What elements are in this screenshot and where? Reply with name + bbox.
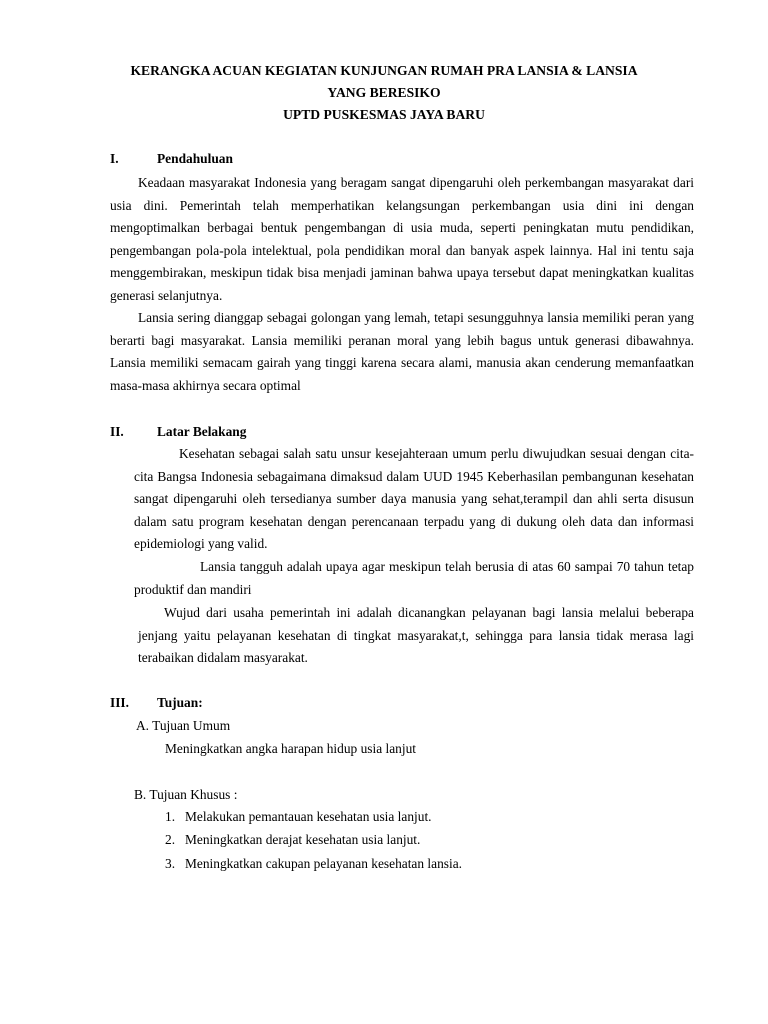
list-item-text: Meningkatkan derajat kesehatan usia lanjut.	[185, 832, 421, 848]
list-item-text: Melakukan pemantauan kesehatan usia lanjut.	[185, 809, 432, 824]
section-2-title: Latar Belakang	[157, 424, 247, 439]
section-2-paragraph-2: Lansia tangguh adalah upaya agar meskipun telah berusia di atas 60 sampai 70 tahun tetap produktif dan mandiri	[134, 559, 694, 597]
list-item-number: 3.	[165, 855, 176, 871]
section-1-title: Pendahuluan	[157, 151, 233, 166]
section-3-number: III.	[110, 695, 129, 710]
tujuan-umum-text: Meningkatkan angka harapan hidup usia lanjut	[165, 741, 417, 756]
section-2-paragraph-3: Wujud dari usaha pemerintah ini adalah dicanangkan pelayanan bagi lansia melalui beberapa jenjang yaitu pelayanan kesehatan di tingkat masyarakat,t, sehingga para lansia tidak merasa lagi terabaikan didalam masyarakat.	[138, 605, 694, 666]
list-item-text: Meningkatkan cakupan pelayanan kesehatan lansia.	[185, 855, 462, 871]
section-2-paragraph-1: Kesehatan sebagai salah satu unsur kesejahteraan umum perlu diwujudkan sesuai dengan cita-cita Bangsa Indonesia sebagaimana dimaksud dalam UUD 1945 Keberhasilan pembangunan kesehatan sangat dipengaruhi oleh tersedianya sumber daya manusia yang sehat,terampil dan ahli serta disusun dalam satu program kesehatan dengan perencanaan terpadu yang di dukung oleh data dan informasi epidemiologi yang valid.	[134, 446, 694, 552]
section-3-title: Tujuan:	[157, 695, 203, 710]
section-2-number: II.	[110, 424, 124, 439]
list-item-number: 2.	[165, 832, 176, 848]
section-1-paragraph-2: Lansia sering dianggap sebagai golongan yang lemah, tetapi sesungguhnya lansia memiliki peran yang berarti bagi masyarakat. Lansia memiliki peranan moral yang lebih bagus untuk generasi dibawahnya. Lansia memiliki semacam gairah yang tinggi karena secara alami, manusia akan cenderung memanfaatkan masa-masa akhirnya secara optimal	[110, 310, 694, 393]
title-line-1: KERANGKA ACUAN KEGIATAN KUNJUNGAN RUMAH PRA LANSIA & LANSIA	[130, 63, 638, 78]
title-line-3: UPTD PUSKESMAS JAYA BARU	[283, 107, 485, 122]
section-1-number: I.	[110, 151, 119, 166]
section-1-paragraph-1: Keadaan masyarakat Indonesia yang beragam sangat dipengaruhi oleh perkembangan masyarakat dari usia dini. Pemerintah telah memperhatikan kelangsungan perkembangan usia dini ini dengan mengoptimalkan berbagai bentuk pengembangan di usia muda, seperti peningkatan mutu pendidikan, pengembangan pola-pola intelektual, pola pendidikan moral dan banyak aspek lainnya. Hal ini tentu saja menggembirakan, meskipun tidak bisa menjadi jaminan bahwa upaya tersebut dapat meningkatkan kualitas generasi selanjutnya.	[110, 175, 694, 303]
tujuan-umum-label: A. Tujuan Umum	[136, 718, 231, 733]
title-line-2: YANG BERESIKO	[327, 85, 441, 100]
document-title	[60, 60, 708, 126]
list-item-number: 1.	[165, 809, 176, 824]
tujuan-khusus-label: B. Tujuan Khusus :	[134, 787, 238, 802]
